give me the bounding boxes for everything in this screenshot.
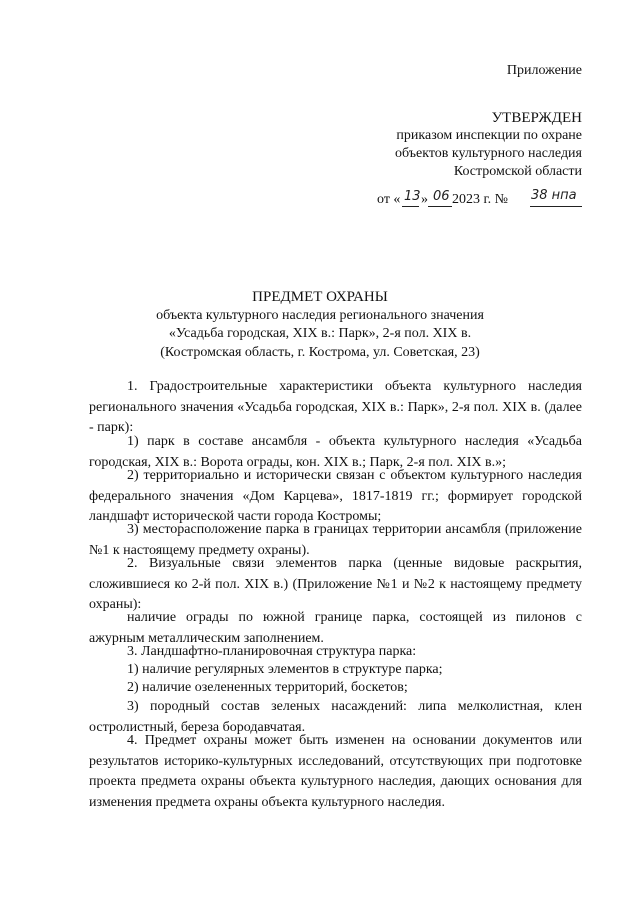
paragraph-4: 4. Предмет охраны может быть изменен на основании документов или результатов историко-культурных исследований, отсутствующих при подготовке проекта предмета охраны объекта культурного наследия, дающих основания для изменения предмета охраны объекта культурного наследия. bbox=[89, 733, 582, 810]
paragraph-3-item-2: 2) наличие озелененных территорий, боскетов; bbox=[127, 680, 408, 695]
date-mid: » bbox=[421, 192, 428, 207]
order-line-2: объектов культурного наследия bbox=[394, 146, 582, 161]
number-underline bbox=[530, 206, 582, 207]
handwritten-number: 38 нпа bbox=[531, 188, 577, 203]
handwritten-day: 13 bbox=[404, 189, 421, 204]
paragraph-3: 3. Ландшафтно-планировочная структура парка: bbox=[127, 644, 417, 659]
document-title: ПРЕДМЕТ ОХРАНЫ bbox=[252, 289, 388, 305]
title-subline-1: объекта культурного наследия регионального значения bbox=[156, 308, 484, 323]
date-prefix: от « bbox=[377, 192, 401, 207]
paragraph-3-item-3: 3) породный состав зеленых насаждений: липа мелколистная, клен остролистный, береза бородавчатая. bbox=[89, 699, 582, 735]
paragraph-2-text: наличие ограды по южной границе парка, состоящей из пилонов с ажурным металлическим заполнением. bbox=[89, 610, 582, 646]
appendix-label: Приложение bbox=[506, 63, 582, 78]
paragraph-1-item-3: 3) месторасположение парка в границах территории ансамбля (приложение №1 к настоящему предмету охраны). bbox=[89, 522, 582, 558]
date-year: 2023 г. № bbox=[452, 192, 509, 207]
paragraph-3-item-1: 1) наличие регулярных элементов в структуре парка; bbox=[127, 662, 443, 677]
day-underline bbox=[402, 206, 419, 207]
handwritten-month: 06 bbox=[433, 189, 450, 204]
paragraph-1-item-2: 2) территориально и исторически связан с объектом культурного наследия федерального значения «Дом Карцева», 1817-1819 гг.; формирует городской ландшафт исторической части города Костромы; bbox=[89, 468, 582, 524]
paragraph-2: 2. Визуальные связи элементов парка (ценные видовые раскрытия, сложившиеся ко 2-й пол. XIX в.) (Приложение №1 и №2 к настоящему предмету охраны): bbox=[89, 556, 582, 612]
month-underline bbox=[428, 206, 452, 207]
order-line-3: Костромской области bbox=[453, 164, 582, 179]
order-line-1: приказом инспекции по охране bbox=[396, 128, 582, 143]
approved-label: УТВЕРЖДЕН bbox=[491, 110, 582, 126]
paragraph-1-item-1: 1) парк в составе ансамбля - объекта культурного наследия «Усадьба городская, XIX в.: Ворота ограды, кон. XIX в.; Парк, 2-я пол. XIX в.»; bbox=[89, 434, 582, 470]
title-subline-2: «Усадьба городская, XIX в.: Парк», 2-я пол. XIX в. bbox=[168, 326, 472, 341]
title-subline-3: (Костромская область, г. Кострома, ул. Советская, 23) bbox=[160, 345, 480, 360]
paragraph-1: 1. Градостроительные характеристики объекта культурного наследия регионального значения «Усадьба городская, XIX в.: Парк», 2-я пол. XIX в. (далее - парк): bbox=[89, 379, 582, 435]
